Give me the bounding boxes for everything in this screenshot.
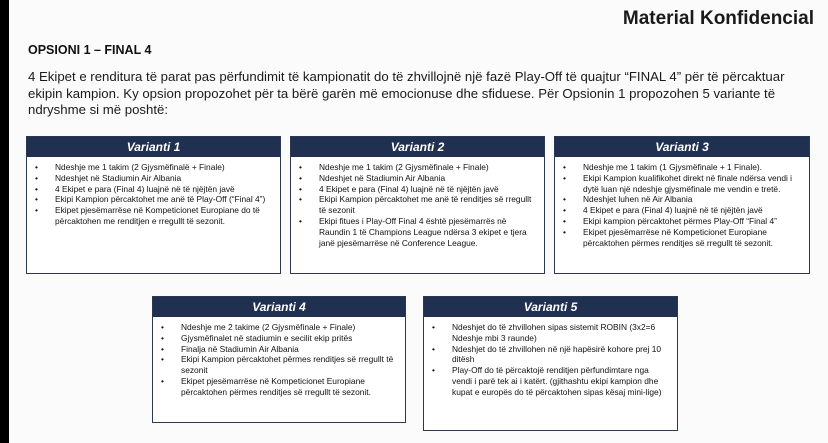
variant-4-title: Varianti 4 [153,297,405,317]
list-item: • Ekipet pjesëmarrëse në Kompeticionet Europiane përcaktohen përmes renditjes së rregullt të sezonit. [157,376,399,398]
list-item: • Ndeshje me 2 takime (2 Gjysmëfinale + Finale) [157,322,399,333]
list-item: • Ekipi fitues i Play-Off Final 4 është pjesëmarrës në Raundin 1 të Champions League ndërsa 3 ekipet e tjera janë pjesëmarrëse në Conference League. [295,216,538,248]
list-item: • Ndeshjet në Stadiumin Air Albania [31,173,274,184]
variant-3-box [554,136,810,274]
confidential-title: Material Konfidencial [622,8,814,29]
variant-2-list [291,157,544,252]
list-item: • Ndeshjet luhen në Air Albania [559,194,803,205]
list-item: • Ndeshjet në Stadiumin Air Albania [295,173,538,184]
list-item: • Ndeshje me 1 takim (1 Gjysmëfinale + 1 Finale). [559,162,803,173]
list-item: • Ndeshjet do të zhvillohen sipas sistemit ROBIN (3x2=6 Ndeshje mbi 3 raunde) [428,322,671,344]
list-item: • Ekipet pjesëmarrëse në Kompeticionet Europiane përcaktohen përmes renditjes së rregullt të sezonit. [559,227,803,249]
variant-1-list [27,157,280,231]
variant-1-title: Varianti 1 [27,137,280,157]
list-item: • Ndeshjet do të zhvillohen në një hapësirë kohore prej 10 ditësh [428,344,671,366]
variant-5-list [424,317,677,402]
list-item: • 4 Ekipet e para (Final 4) luajnë në të njëjtën javë [31,184,274,195]
list-item: • Ekipi kampion përcaktohet përmes Play-Off “Final 4” [559,216,803,227]
list-item: • Ekipi Kampion përcaktohet me anë të Play-Off (“Final 4”) [31,194,274,205]
variant-5-box [423,296,678,431]
variant-2-box [290,136,545,274]
list-item: • Ekipi Kampion përcaktohet me anë të renditjes së rregullt të sezonit [295,194,538,216]
list-item: • Play-Off do të përcaktojë renditjen përfundimtare nga vendi i parë tek ai i katërt. (gjithashtu ekipi kampion dhe kupat e europës do të përcaktohen sipas kësaj mini-lige) [428,365,671,397]
list-item: • Gjysmëfinalet në stadiumin e secilit ekip pritës [157,333,399,344]
list-item: • Ekipet pjesëmarrëse në Kompeticionet Europiane do të përcaktohen me renditjen e rregullt të sezonit. [31,205,274,227]
intro-paragraph: 4 Ekipet e renditura të parat pas përfundimit të kampionatit do të zhvillojnë një fazë Play-Off të quajtur “FINAL 4” për të përcaktuar ekipin kampion. Ky opsion propozohet për ta bërë garën më emocionuse dhe sfiduese. Për Opsionin 1 propozohen 5 variante të ndryshme si më poshtë: [28,69,785,117]
list-item: • 4 Ekipet e para (Final 4) luajnë në të njëjtën javë [559,205,803,216]
list-item: • Ekipi Kampion përcaktohet përmes renditjes së rregullt të sezonit [157,354,399,376]
variant-5-title: Varianti 5 [424,297,677,317]
variant-1-box [26,136,281,274]
list-item: • Ndeshje me 1 takim (2 Gjysmëfinalë + Finale) [31,162,274,173]
list-item: • 4 Ekipet e para (Final 4) luajnë në të njëjtën javë [295,184,538,195]
variant-3-title: Varianti 3 [555,137,809,157]
document-page [9,0,828,443]
variant-4-list [153,317,405,402]
variant-3-list [555,157,809,252]
variant-2-title: Varianti 2 [291,137,544,157]
list-item: • Ndeshje me 1 takim (2 Gjysmëfinale + Finale) [295,162,538,173]
variant-4-box [152,296,406,423]
list-item: • Ekipi Kampion kualifikohet direkt në finale ndërsa vendi i dytë luan një ndeshje gjysmëfinale me vendin e tretë. [559,173,803,195]
option-heading: OPSIONI 1 – FINAL 4 [28,43,152,57]
list-item: • Finalja në Stadiumin Air Albania [157,344,399,355]
